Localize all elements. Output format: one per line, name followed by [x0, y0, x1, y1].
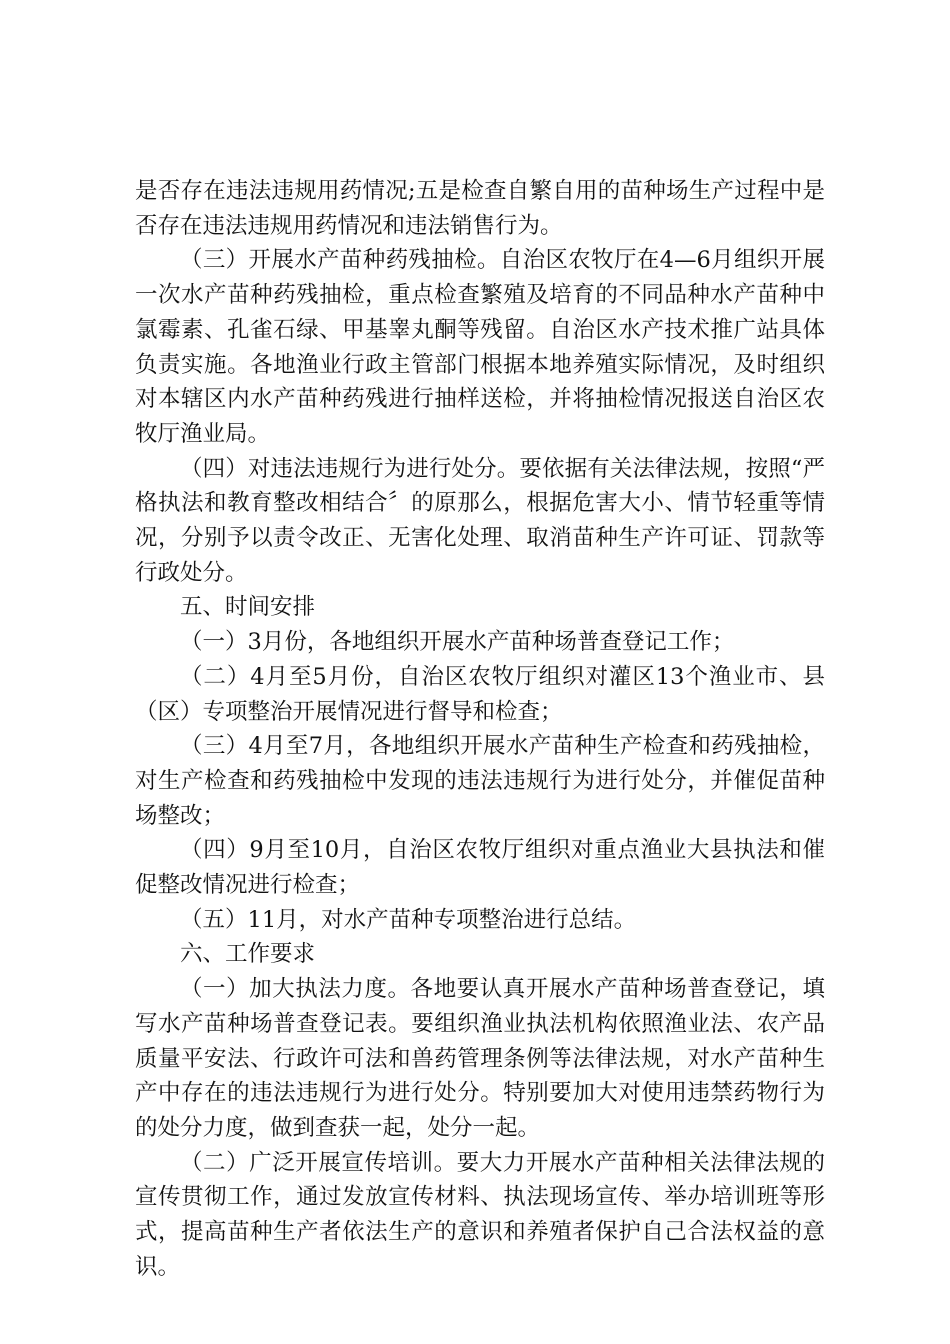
paragraph-schedule-3: （三）4月至7月，各地组织开展水产苗种生产检查和药残抽检，对生产检查和药残抽检中发现的违法违规行为进行处分，并催促苗种场整改；: [135, 733, 825, 829]
heading-time-schedule: 五、时间安排: [180, 594, 316, 621]
paragraph-section-4-3: （三）开展水产苗种药残抽检。自治区农牧厅在4—6月组织开展一次水产苗种药残抽检，重点检查繁殖及培育的不同品种水产苗种中氯霉素、孔雀石绿、甲基睾丸酮等残留。自治区水产技术推广站具体负责实施。各地渔业行政主管部门根据本地养殖实际情况，及时组织对本辖区内水产苗种药残进行抽样送检，并将抽检情况报送自治区农牧厅渔业局。: [135, 247, 825, 447]
heading-work-requirements: 六、工作要求: [180, 941, 316, 968]
paragraph-schedule-1: （一）3月份，各地组织开展水产苗种场普查登记工作；: [180, 629, 735, 656]
paragraph-section-4-4: （四）对违法违规行为进行处分。要依据有关法律法规，按照“严格执法和教育整改相结合〞的原那么，根据危害大小、情节轻重等情况，分别予以责令改正、无害化处理、取消苗种生产许可证、罚款等行政处分。: [135, 455, 825, 586]
paragraph-continuation: 是否存在违法违规用药情况;五是检查自繁自用的苗种场生产过程中是否存在违法违规用药情况和违法销售行为。: [135, 178, 825, 239]
paragraph-schedule-2: （二）4月至5月份，自治区农牧厅组织对灌区13个渔业市、县（区）专项整治开展情况进行督导和检查；: [135, 663, 825, 725]
paragraph-requirement-1: （一）加大执法力度。各地要认真开展水产苗种场普查登记，填写水产苗种场普查登记表。要组织渔业执法机构依照渔业法、农产品质量平安法、行政许可法和兽药管理条例等法律法规，对水产苗种生产中存在的违法违规行为进行处分。特别要加大对使用违禁药物行为的处分力度，做到查获一起，处分一起。: [135, 976, 825, 1141]
paragraph-requirement-2: （二）广泛开展宣传培训。要大力开展水产苗种相关法律法规的宣传贯彻工作，通过发放宣传材料、执法现场宣传、举办培训班等形式，提高苗种生产者依法生产的意识和养殖者保护自己合法权益的意识。: [135, 1149, 825, 1280]
document-page: [135, 174, 825, 1285]
paragraph-schedule-5: （五）11月，对水产苗种专项整治进行总结。: [180, 906, 637, 933]
paragraph-schedule-4: （四）9月至10月，自治区农牧厅组织对重点渔业大县执法和催促整改情况进行检查；: [135, 837, 825, 899]
